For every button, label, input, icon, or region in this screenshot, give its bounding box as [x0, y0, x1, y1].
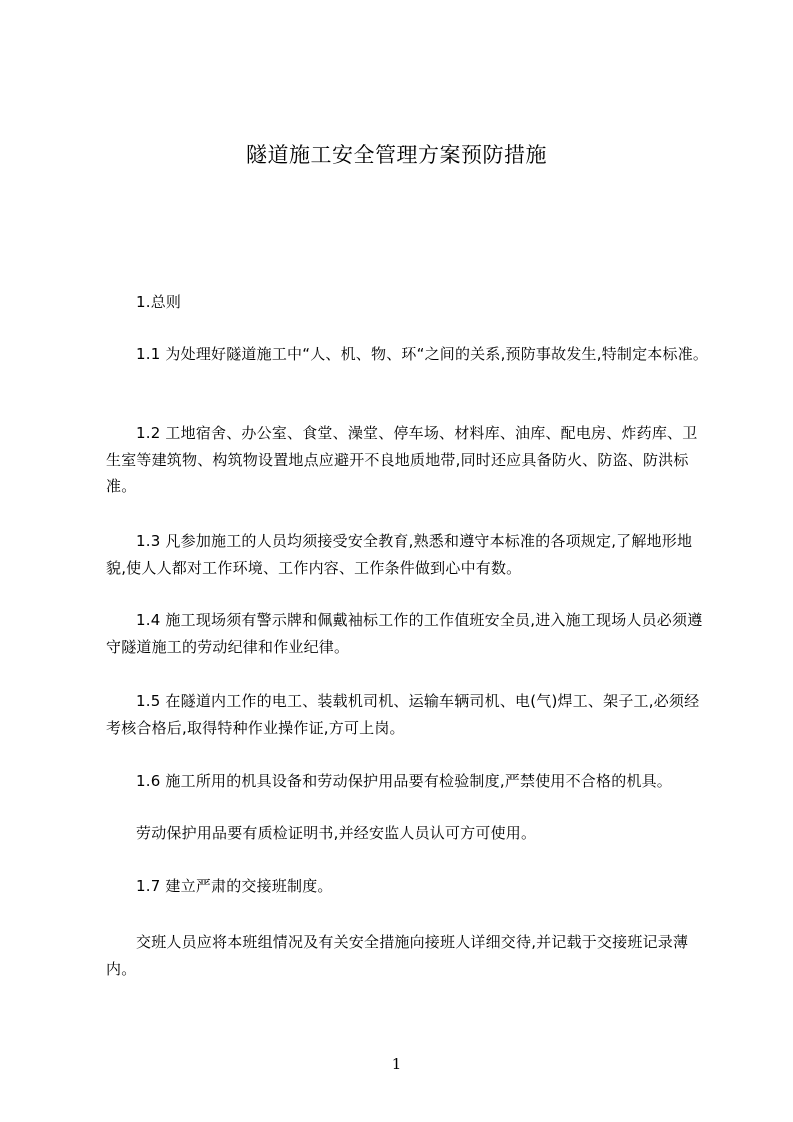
paragraph-text: 劳动保护用品要有质检证明书,并经安监人员认可方可使用。	[136, 824, 537, 842]
paragraph-text: 交班人员应将本班组情况及有关安全措施向接班人详细交待,并记载于交接班记录薄内。	[106, 933, 689, 978]
paragraph-1-7	[106, 873, 710, 900]
paragraph-text: 1.6 施工所用的机具设备和劳动保护用品要有检验制度,严禁使用不合格的机具。	[136, 772, 672, 790]
paragraph-handover	[106, 929, 710, 982]
paragraph-1-1	[106, 341, 710, 368]
paragraph-ppe-certificate	[106, 820, 710, 847]
paragraph-general	[106, 289, 710, 316]
paragraph-1-3	[106, 528, 710, 581]
page-number: 1	[391, 1055, 402, 1073]
paragraph-1-6	[106, 768, 710, 795]
paragraph-text: 1.1 为处理好隧道施工中“人、机、物、环“之间的关系,预防事故发生,特制定本标准。	[136, 345, 709, 363]
paragraph-text: 1.3 凡参加施工的人员均须接受安全教育,熟悉和遵守本标准的各项规定,了解地形地貌,使人人都对工作环境、工作内容、工作条件做到心中有数。	[106, 532, 693, 577]
paragraph-1-5	[106, 688, 710, 741]
paragraph-text: 1.5 在隧道内工作的电工、装载机司机、运输车辆司机、电(气)焊工、架子工,必须经考核合格后,取得特种作业操作证,方可上岗。	[106, 692, 700, 737]
paragraph-1-4	[106, 607, 710, 660]
document-title: 隧道施工安全管理方案预防措施	[246, 143, 547, 167]
paragraph-text: 1.总则	[136, 293, 182, 311]
paragraph-text: 1.7 建立严肃的交接班制度。	[136, 877, 333, 895]
paragraph-text: 1.4 施工现场须有警示牌和佩戴袖标工作的工作值班安全员,进入施工现场人员必须遵守隧道施工的劳动纪律和作业纪律。	[106, 611, 703, 656]
paragraph-text: 1.2 工地宿舍、办公室、食堂、澡堂、停车场、材料库、油库、配电房、炸药库、卫生室等建筑物、构筑物设置地点应避开不良地质地带,同时还应具备防火、防盗、防洪标准。	[106, 424, 698, 495]
paragraph-1-2	[106, 420, 710, 500]
